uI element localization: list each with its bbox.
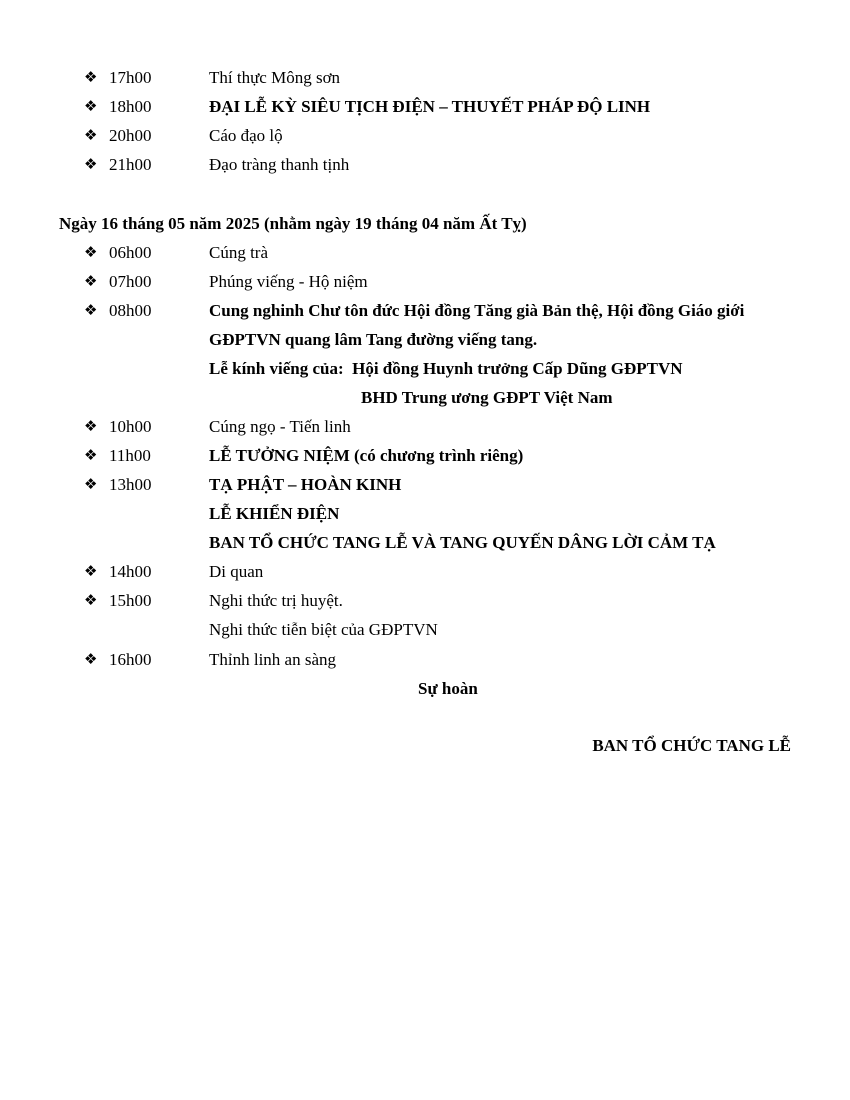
diamond-bullet-icon: ❖ [84, 68, 98, 86]
signature-block: BAN TỔ CHỨC TANG LỄ [592, 736, 791, 755]
activity-text: BAN TỔ CHỨC TANG LỄ VÀ TANG QUYẾN DÂNG LỜI CẢM TẠ [209, 533, 716, 552]
time-label: 11h00 [109, 446, 151, 465]
activity-text: LỄ KHIỂN ĐIỆN [209, 504, 340, 523]
time-label: 16h00 [109, 650, 152, 669]
diamond-bullet-icon: ❖ [84, 591, 98, 609]
activity-text: TẠ PHẬT – HOÀN KINH [209, 475, 402, 494]
diamond-bullet-icon: ❖ [84, 243, 98, 261]
diamond-bullet-icon: ❖ [84, 475, 98, 493]
activity-text: LỄ TƯỞNG NIỆM (có chương trình riêng) [209, 446, 524, 465]
activity-text: Cáo đạo lộ [209, 126, 283, 145]
time-label: 14h00 [109, 562, 152, 581]
time-label: 15h00 [109, 591, 152, 610]
time-label: 21h00 [109, 155, 152, 174]
diamond-bullet-icon: ❖ [84, 562, 98, 580]
activity-text: Nghi thức tiễn biệt của GĐPTVN [209, 620, 438, 639]
activity-text: Cúng ngọ - Tiến linh [209, 417, 351, 436]
time-label: 08h00 [109, 301, 152, 320]
activity-text: GĐPTVN quang lâm Tang đường viếng tang. [209, 330, 538, 349]
diamond-bullet-icon: ❖ [84, 417, 98, 435]
time-label: 07h00 [109, 272, 152, 291]
time-label: 20h00 [109, 126, 152, 145]
time-label: 13h00 [109, 475, 152, 494]
date-heading: Ngày 16 tháng 05 năm 2025 (nhằm ngày 19 tháng 04 năm Ất Tỵ) [59, 214, 527, 233]
activity-text: Lễ kính viếng của: Hội đồng Huynh trưởng Cấp Dũng GĐPTVN [209, 359, 683, 378]
time-label: 18h00 [109, 97, 152, 116]
activity-text: Di quan [209, 562, 264, 581]
activity-text: Cung nghinh Chư tôn đức Hội đồng Tăng già Bản thệ, Hội đồng Giáo giới [209, 301, 745, 320]
diamond-bullet-icon: ❖ [84, 155, 98, 173]
closing-text: Sự hoàn [418, 679, 478, 698]
time-label: 06h00 [109, 243, 152, 262]
activity-text: Cúng trà [209, 243, 269, 262]
activity-text: ĐẠI LỄ KỲ SIÊU TỊCH ĐIỆN – THUYẾT PHÁP ĐỘ LINH [209, 97, 651, 116]
activity-text: BHD Trung ương GĐPT Việt Nam [361, 388, 613, 407]
diamond-bullet-icon: ❖ [84, 301, 98, 319]
diamond-bullet-icon: ❖ [84, 126, 98, 144]
diamond-bullet-icon: ❖ [84, 446, 98, 464]
time-label: 17h00 [109, 68, 152, 87]
activity-text: Thỉnh linh an sàng [209, 650, 337, 669]
activity-text: Phúng viếng - Hộ niệm [209, 272, 368, 291]
activity-text: Nghi thức trị huyệt. [209, 591, 343, 610]
activity-text: Thí thực Mông sơn [209, 68, 341, 87]
diamond-bullet-icon: ❖ [84, 97, 98, 115]
activity-text: Đạo tràng thanh tịnh [209, 155, 350, 174]
time-label: 10h00 [109, 417, 152, 436]
diamond-bullet-icon: ❖ [84, 650, 98, 668]
diamond-bullet-icon: ❖ [84, 272, 98, 290]
